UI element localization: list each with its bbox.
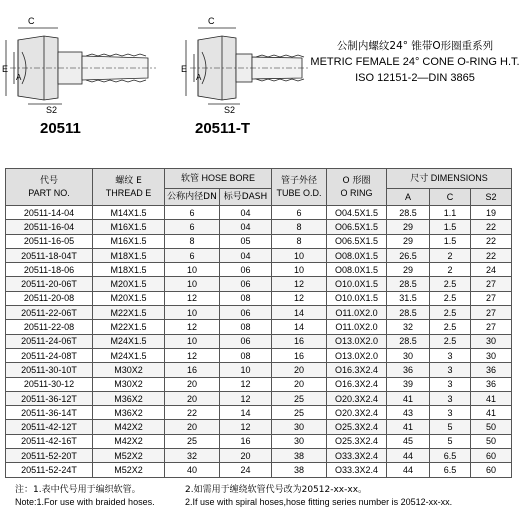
cell-thread: M16X1.5 bbox=[93, 234, 165, 248]
cell-part-no: 20511-30-10T bbox=[6, 363, 93, 377]
cell-dim-c: 1.5 bbox=[430, 220, 471, 234]
cell-dim-c: 1.5 bbox=[430, 234, 471, 248]
cell-dim-c: 6.5 bbox=[430, 449, 471, 463]
cell-dim-c: 1.1 bbox=[430, 206, 471, 220]
cell-o-ring: O06.5X1.5 bbox=[327, 234, 387, 248]
cell-dn: 12 bbox=[165, 291, 220, 305]
cell-dn: 6 bbox=[165, 220, 220, 234]
cell-dash: 05 bbox=[220, 234, 272, 248]
cell-dash: 14 bbox=[220, 406, 272, 420]
cell-o-ring: O08.0X1.5 bbox=[327, 263, 387, 277]
table-row bbox=[6, 291, 512, 305]
table-row bbox=[6, 277, 512, 291]
cell-o-ring: O08.0X1.5 bbox=[327, 248, 387, 262]
cell-dn: 40 bbox=[165, 463, 220, 477]
cell-dim-s2: 36 bbox=[471, 377, 512, 391]
cell-dim-a: 28.5 bbox=[387, 277, 430, 291]
cell-dim-a: 28.5 bbox=[387, 334, 430, 348]
cell-tube-od: 16 bbox=[272, 334, 327, 348]
cell-o-ring: O16.3X2.4 bbox=[327, 377, 387, 391]
cell-dim-c: 2.5 bbox=[430, 334, 471, 348]
cell-thread: M36X2 bbox=[93, 406, 165, 420]
cell-dim-s2: 60 bbox=[471, 449, 512, 463]
cell-tube-od: 14 bbox=[272, 306, 327, 320]
cell-tube-od: 10 bbox=[272, 263, 327, 277]
table-row bbox=[6, 220, 512, 234]
header-hose-bore: 软管 HOSE BORE bbox=[165, 169, 272, 189]
cell-dim-s2: 27 bbox=[471, 306, 512, 320]
cell-dn: 32 bbox=[165, 449, 220, 463]
cell-dim-c: 5 bbox=[430, 434, 471, 448]
cell-dim-c: 3 bbox=[430, 348, 471, 362]
header-dash: 标号DASH bbox=[220, 189, 272, 206]
cell-o-ring: O16.3X2.4 bbox=[327, 363, 387, 377]
cell-o-ring: O33.3X2.4 bbox=[327, 449, 387, 463]
cell-dim-s2: 36 bbox=[471, 363, 512, 377]
cell-part-no: 20511-22-08 bbox=[6, 320, 93, 334]
cell-thread: M22X1.5 bbox=[93, 320, 165, 334]
table-row bbox=[6, 334, 512, 348]
cell-dim-c: 2 bbox=[430, 263, 471, 277]
spec-table bbox=[5, 168, 512, 478]
cell-dim-a: 28.5 bbox=[387, 206, 430, 220]
cell-dash: 20 bbox=[220, 449, 272, 463]
cell-dim-c: 3 bbox=[430, 406, 471, 420]
cell-dim-s2: 22 bbox=[471, 220, 512, 234]
cell-dn: 12 bbox=[165, 320, 220, 334]
cell-thread: M42X2 bbox=[93, 420, 165, 434]
note-2-cn: 2.如需用于缠绕软管代号改为20512-xx-xx。 bbox=[185, 485, 368, 495]
spec-table-body bbox=[6, 206, 512, 478]
cell-dim-s2: 50 bbox=[471, 434, 512, 448]
drawing-20511-T bbox=[186, 28, 308, 104]
cell-dim-a: 44 bbox=[387, 449, 430, 463]
cell-dim-c: 2.5 bbox=[430, 291, 471, 305]
cell-o-ring: O10.0X1.5 bbox=[327, 277, 387, 291]
cell-dim-a: 28.5 bbox=[387, 306, 430, 320]
cell-thread: M14X1.5 bbox=[93, 206, 165, 220]
cell-tube-od: 38 bbox=[272, 463, 327, 477]
cell-dim-s2: 27 bbox=[471, 277, 512, 291]
cell-thread: M20X1.5 bbox=[93, 291, 165, 305]
cell-part-no: 20511-18-04T bbox=[6, 248, 93, 262]
cell-tube-od: 6 bbox=[272, 206, 327, 220]
cell-dim-s2: 22 bbox=[471, 234, 512, 248]
cell-dim-s2: 27 bbox=[471, 320, 512, 334]
cell-dim-a: 36 bbox=[387, 363, 430, 377]
cell-dn: 8 bbox=[165, 234, 220, 248]
cell-thread: M24X1.5 bbox=[93, 348, 165, 362]
note-2-en: 2.If use with spiral hoses,hose fitting series number is 20512-xx-xx. bbox=[185, 497, 453, 507]
cell-tube-od: 20 bbox=[272, 363, 327, 377]
note-1-cn: 注：1.表中代号用于编织软管。 bbox=[15, 485, 141, 495]
cell-thread: M18X1.5 bbox=[93, 248, 165, 262]
series-title bbox=[310, 38, 520, 86]
cell-dash: 04 bbox=[220, 206, 272, 220]
cell-dn: 25 bbox=[165, 434, 220, 448]
cell-o-ring: O13.0X2.0 bbox=[327, 334, 387, 348]
cell-tube-od: 12 bbox=[272, 277, 327, 291]
cell-dash: 06 bbox=[220, 263, 272, 277]
table-row bbox=[6, 320, 512, 334]
cell-dim-a: 32 bbox=[387, 320, 430, 334]
header-tube-od: 管子外径 TUBE O.D. bbox=[272, 169, 327, 206]
cell-dim-c: 2.5 bbox=[430, 320, 471, 334]
cell-dim-c: 5 bbox=[430, 420, 471, 434]
cell-dim-s2: 41 bbox=[471, 406, 512, 420]
cell-dn: 16 bbox=[165, 363, 220, 377]
cell-dash: 08 bbox=[220, 348, 272, 362]
cell-thread: M52X2 bbox=[93, 449, 165, 463]
cell-part-no: 20511-20-08 bbox=[6, 291, 93, 305]
cell-part-no: 20511-30-12 bbox=[6, 377, 93, 391]
cell-dn: 6 bbox=[165, 248, 220, 262]
table-row bbox=[6, 263, 512, 277]
table-row bbox=[6, 463, 512, 477]
cell-dn: 10 bbox=[165, 306, 220, 320]
cell-o-ring: O25.3X2.4 bbox=[327, 434, 387, 448]
cell-o-ring: O25.3X2.4 bbox=[327, 420, 387, 434]
table-row bbox=[6, 449, 512, 463]
title-cn: 公制内螺纹24° 锥带O形圈重系列 bbox=[336, 40, 494, 52]
cell-dash: 12 bbox=[220, 420, 272, 434]
dim-e-label-2: E bbox=[181, 64, 188, 74]
cell-thread: M36X2 bbox=[93, 391, 165, 405]
dim-c-label-1: C bbox=[28, 16, 35, 26]
cell-dim-s2: 22 bbox=[471, 248, 512, 262]
cell-o-ring: O33.3X2.4 bbox=[327, 463, 387, 477]
cell-part-no: 20511-24-08T bbox=[6, 348, 93, 362]
cell-dim-s2: 60 bbox=[471, 463, 512, 477]
table-row bbox=[6, 348, 512, 362]
cell-dim-s2: 30 bbox=[471, 348, 512, 362]
table-row bbox=[6, 234, 512, 248]
dim-s2-label-1: S2 bbox=[46, 105, 58, 115]
cell-dn: 10 bbox=[165, 263, 220, 277]
cell-dim-c: 3 bbox=[430, 391, 471, 405]
cell-part-no: 20511-22-06T bbox=[6, 306, 93, 320]
cell-tube-od: 25 bbox=[272, 391, 327, 405]
header-part-no: 代号 PART NO. bbox=[6, 169, 93, 206]
title-en: METRIC FEMALE 24° CONE O-RING H.T. bbox=[310, 56, 520, 68]
cell-thread: M52X2 bbox=[93, 463, 165, 477]
cell-part-no: 20511-52-24T bbox=[6, 463, 93, 477]
table-row bbox=[6, 363, 512, 377]
cell-dim-a: 39 bbox=[387, 377, 430, 391]
dim-s2-label-2: S2 bbox=[224, 105, 236, 115]
cell-dn: 12 bbox=[165, 348, 220, 362]
cell-dim-s2: 27 bbox=[471, 291, 512, 305]
cell-dn: 20 bbox=[165, 420, 220, 434]
note-1-en: Note:1.For use with braided hoses. bbox=[15, 497, 155, 507]
cell-o-ring: O11.0X2.0 bbox=[327, 320, 387, 334]
cell-thread: M18X1.5 bbox=[93, 263, 165, 277]
cell-o-ring: O20.3X2.4 bbox=[327, 406, 387, 420]
header-o-ring: O 形圈 O RING bbox=[327, 169, 387, 206]
cell-dn: 22 bbox=[165, 406, 220, 420]
table-row bbox=[6, 377, 512, 391]
cell-part-no: 20511-20-06T bbox=[6, 277, 93, 291]
cell-o-ring: O04.5X1.5 bbox=[327, 206, 387, 220]
cell-part-no: 20511-36-12T bbox=[6, 391, 93, 405]
cell-thread: M20X1.5 bbox=[93, 277, 165, 291]
cell-tube-od: 30 bbox=[272, 434, 327, 448]
cell-dim-s2: 50 bbox=[471, 420, 512, 434]
cell-o-ring: O13.0X2.0 bbox=[327, 348, 387, 362]
header-thread: 螺纹 E THREAD E bbox=[93, 169, 165, 206]
cell-thread: M22X1.5 bbox=[93, 306, 165, 320]
cell-tube-od: 8 bbox=[272, 220, 327, 234]
cell-dn: 10 bbox=[165, 334, 220, 348]
cell-part-no: 20511-16-05 bbox=[6, 234, 93, 248]
cell-dim-a: 43 bbox=[387, 406, 430, 420]
cell-tube-od: 38 bbox=[272, 449, 327, 463]
cell-part-no: 20511-14-04 bbox=[6, 206, 93, 220]
cell-tube-od: 20 bbox=[272, 377, 327, 391]
cell-tube-od: 14 bbox=[272, 320, 327, 334]
cell-dn: 20 bbox=[165, 391, 220, 405]
cell-dash: 12 bbox=[220, 391, 272, 405]
cell-dash: 08 bbox=[220, 291, 272, 305]
table-row bbox=[6, 306, 512, 320]
table-row bbox=[6, 206, 512, 220]
cell-dim-s2: 19 bbox=[471, 206, 512, 220]
cell-part-no: 20511-42-12T bbox=[6, 420, 93, 434]
cell-dim-s2: 30 bbox=[471, 334, 512, 348]
model-label-20511-t: 20511-T bbox=[195, 120, 251, 137]
title-standard: ISO 12151-2—DIN 3865 bbox=[355, 72, 475, 84]
cell-tube-od: 30 bbox=[272, 420, 327, 434]
cell-dim-a: 44 bbox=[387, 463, 430, 477]
cell-dim-a: 29 bbox=[387, 234, 430, 248]
cell-dim-c: 3 bbox=[430, 377, 471, 391]
drawing-20511 bbox=[6, 28, 156, 104]
cell-dim-c: 2.5 bbox=[430, 277, 471, 291]
header-a: A bbox=[387, 189, 430, 206]
cell-part-no: 20511-36-14T bbox=[6, 406, 93, 420]
cell-part-no: 20511-42-16T bbox=[6, 434, 93, 448]
cell-o-ring: O11.0X2.0 bbox=[327, 306, 387, 320]
cell-dim-a: 41 bbox=[387, 391, 430, 405]
cell-dn: 6 bbox=[165, 206, 220, 220]
cell-o-ring: O10.0X1.5 bbox=[327, 291, 387, 305]
cell-tube-od: 12 bbox=[272, 291, 327, 305]
cell-dim-c: 6.5 bbox=[430, 463, 471, 477]
header-s2: S2 bbox=[471, 189, 512, 206]
dim-c-label-2: C bbox=[208, 16, 215, 26]
cell-part-no: 20511-52-20T bbox=[6, 449, 93, 463]
cell-o-ring: O06.5X1.5 bbox=[327, 220, 387, 234]
cell-thread: M30X2 bbox=[93, 377, 165, 391]
cell-dim-s2: 41 bbox=[471, 391, 512, 405]
cell-dim-c: 2.5 bbox=[430, 306, 471, 320]
cell-tube-od: 16 bbox=[272, 348, 327, 362]
cell-part-no: 20511-16-04 bbox=[6, 220, 93, 234]
cell-dim-a: 41 bbox=[387, 420, 430, 434]
cell-part-no: 20511-18-06 bbox=[6, 263, 93, 277]
cell-dim-a: 45 bbox=[387, 434, 430, 448]
cell-dn: 10 bbox=[165, 277, 220, 291]
cell-dn: 20 bbox=[165, 377, 220, 391]
cell-dim-c: 2 bbox=[430, 248, 471, 262]
cell-thread: M16X1.5 bbox=[93, 220, 165, 234]
header-c: C bbox=[430, 189, 471, 206]
cell-dim-a: 31.5 bbox=[387, 291, 430, 305]
cell-thread: M30X2 bbox=[93, 363, 165, 377]
table-row bbox=[6, 406, 512, 420]
cell-thread: M24X1.5 bbox=[93, 334, 165, 348]
cell-o-ring: O20.3X2.4 bbox=[327, 391, 387, 405]
cell-thread: M42X2 bbox=[93, 434, 165, 448]
header-dn: 公称内径DN bbox=[165, 189, 220, 206]
header-dimensions: 尺寸 DIMENSIONS bbox=[387, 169, 512, 189]
cell-dim-a: 30 bbox=[387, 348, 430, 362]
cell-dash: 24 bbox=[220, 463, 272, 477]
cell-dash: 06 bbox=[220, 334, 272, 348]
cell-dim-a: 29 bbox=[387, 220, 430, 234]
cell-dash: 16 bbox=[220, 434, 272, 448]
cell-dim-a: 26.5 bbox=[387, 248, 430, 262]
cell-dash: 12 bbox=[220, 377, 272, 391]
table-row bbox=[6, 434, 512, 448]
cell-dim-s2: 24 bbox=[471, 263, 512, 277]
cell-dash: 08 bbox=[220, 320, 272, 334]
cell-tube-od: 25 bbox=[272, 406, 327, 420]
dim-a-label-2: A bbox=[196, 73, 202, 82]
cell-part-no: 20511-24-06T bbox=[6, 334, 93, 348]
dim-a-label-1: A bbox=[16, 73, 22, 82]
cell-tube-od: 8 bbox=[272, 234, 327, 248]
cell-dim-a: 29 bbox=[387, 263, 430, 277]
cell-tube-od: 10 bbox=[272, 248, 327, 262]
table-row bbox=[6, 391, 512, 405]
table-row bbox=[6, 248, 512, 262]
notes bbox=[15, 484, 515, 508]
model-label-20511: 20511 bbox=[40, 120, 81, 137]
table-row bbox=[6, 420, 512, 434]
dim-e-label-1: E bbox=[2, 64, 9, 74]
cell-dash: 10 bbox=[220, 363, 272, 377]
cell-dash: 06 bbox=[220, 306, 272, 320]
cell-dash: 06 bbox=[220, 277, 272, 291]
cell-dim-c: 3 bbox=[430, 363, 471, 377]
cell-dash: 04 bbox=[220, 248, 272, 262]
cell-dash: 04 bbox=[220, 220, 272, 234]
